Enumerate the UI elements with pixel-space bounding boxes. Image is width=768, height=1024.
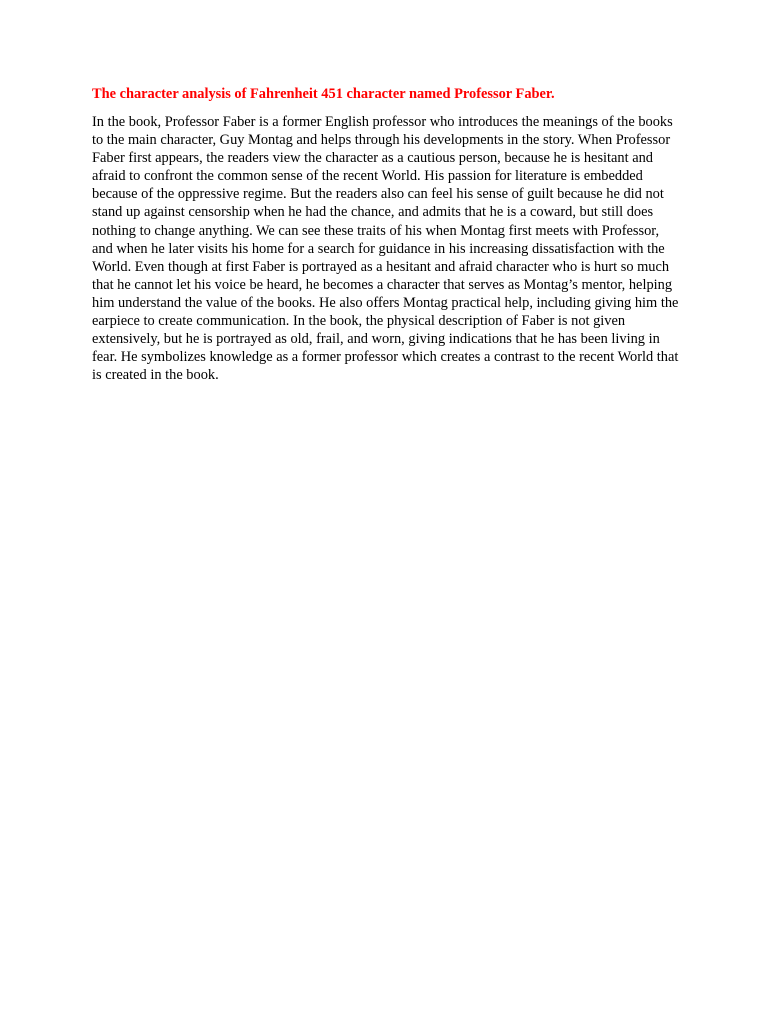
document-title: The character analysis of Fahrenheit 451 character named Professor Faber.	[92, 86, 555, 102]
document-content	[92, 84, 682, 384]
document-body-paragraph: In the book, Professor Faber is a former English professor who introduces the meanings of the books to the main character, Guy Montag and helps through his developments in the story. When Professor Faber first appears, the readers view the character as a cautious person, because he is hesitant and afraid to confront the common sense of the recent World. His passion for literature is embedded because of the oppressive regime. But the readers also can feel his sense of guilt because he did not stand up against censorship when he had the chance, and admits that he is a coward, but still does nothing to change anything. We can see these traits of his when Montag first meets with Professor, and when he later visits his home for a search for guidance in his increasing dissatisfaction with the World. Even though at first Faber is portrayed as a hesitant and afraid character who is hurt so much that he cannot let his voice be heard, he becomes a character that serves as Montag’s mentor, helping him understand the value of the books. He also offers Montag practical help, including giving him the earpiece to create communication. In the book, the physical description of Faber is not given extensively, but he is portrayed as old, frail, and worn, giving indications that he has been living in fear. He symbolizes knowledge as a former professor which creates a contrast to the recent World that is created in the book.	[92, 114, 679, 384]
